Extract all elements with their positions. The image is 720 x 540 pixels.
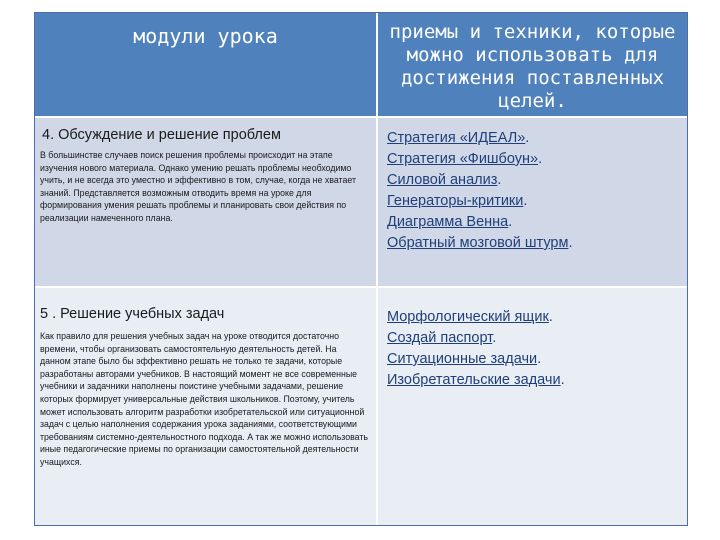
- technique-link-item[interactable]: Изобретательские задачи.: [387, 372, 565, 388]
- technique-link-item[interactable]: Диаграмма Венна.: [387, 214, 513, 230]
- technique-link-item[interactable]: Стратегия «Фишбоун».: [387, 151, 543, 167]
- row-2-description: Как правило для решения учебных задач на уроке отводится достаточно времени, чтобы организовать самостоятельную деятельность детей. На данном этапе было бы эффективно решать не только те задачи, которые разработаны авторами учебников. В настоящий момент не все современные учебники и задачники наполнены поистине учебными задачами, решение которых формирует универсальные действия школьников. Поэтому, учитель может использовать алгоритм разработки изобретательской или ситуационной задач с целью наполнения содержания урока заданиями, соответствующими требованиям системно-деятельностного подхода. А так же можно использовать иные педагогические приемы по организации самостоятельной деятельности учащихся.: [40, 331, 368, 467]
- header-techniques-title: приемы и техники, которые можно использовать для достижения поставленных целей.: [389, 21, 676, 112]
- row-2-title: 5 . Решение учебных задач: [40, 306, 225, 322]
- header-cell-modules: [35, 13, 376, 116]
- technique-link-item[interactable]: Силовой анализ.: [387, 172, 502, 188]
- row-2-technique-list: [387, 307, 683, 391]
- technique-link-item[interactable]: Морфологический ящик.: [387, 309, 553, 325]
- row-2-techniques-cell: [378, 288, 687, 525]
- row-1-description: В большинстве случаев поиск решения проблемы происходит на этапе изучения нового материала. Однако умению решать проблемы необходимо учить, и не всегда это уместно и эффективно в том, случае, когда не хватает знаний. Представляется возможным отводить время на уроке для формирования умения решать проблемы и планировать свои действия по реализации намеченного плана.: [40, 150, 356, 223]
- row-1-techniques-cell: [378, 118, 687, 286]
- row-1-module-cell: [35, 118, 376, 286]
- row-1-title: 4. Обсуждение и решение проблем: [42, 127, 281, 143]
- technique-link-item[interactable]: Генераторы-критики.: [387, 193, 528, 209]
- technique-link-item[interactable]: Обратный мозговой штурм.: [387, 235, 573, 251]
- technique-link-item[interactable]: Стратегия «ИДЕАЛ».: [387, 130, 530, 146]
- technique-link-item[interactable]: Ситуационные задачи.: [387, 351, 542, 367]
- technique-link-item[interactable]: Создай паспорт.: [387, 330, 497, 346]
- header-modules-title: модули урока: [133, 24, 278, 48]
- row-1-technique-list: [387, 128, 683, 254]
- row-2-module-cell: [35, 288, 376, 525]
- lesson-modules-table: [34, 12, 688, 526]
- header-cell-techniques: [378, 13, 687, 116]
